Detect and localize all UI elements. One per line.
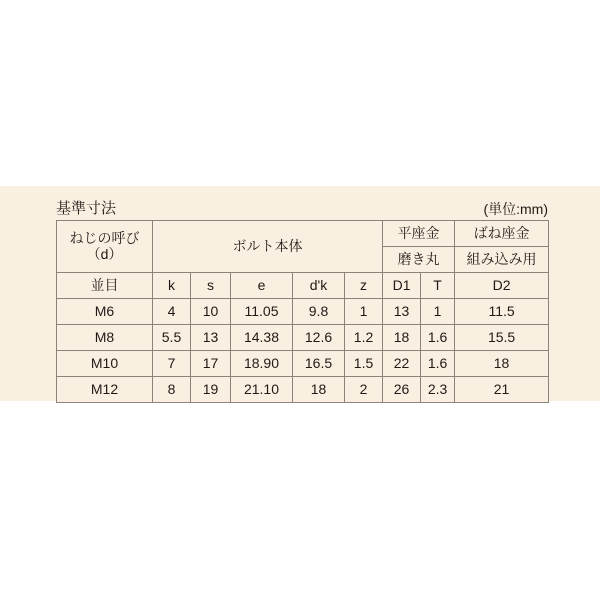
spec-sheet [56,190,548,403]
header-thread-designation-line1: ねじの呼び [69,230,140,247]
cell-z: 1 [345,299,383,325]
cell-e: 21.10 [231,377,293,403]
cell-dk: 16.5 [293,351,345,377]
cell-size: M8 [57,325,153,351]
header-k: k [153,273,191,299]
dimension-table [56,220,549,403]
cell-k: 8 [153,377,191,403]
cell-t: 1.6 [421,325,455,351]
table-row [57,377,549,403]
header-pitch: 並目 [57,273,153,299]
header-thread-designation-line2: （d） [86,245,123,262]
cell-t: 1.6 [421,351,455,377]
cell-e: 18.90 [231,351,293,377]
cell-d2: 11.5 [455,299,549,325]
cell-d2: 21 [455,377,549,403]
header-thread-designation [57,221,153,273]
table-row [57,299,549,325]
cell-k: 5.5 [153,325,191,351]
header-spring-washer: ばね座金 [455,221,549,247]
table-caption: 基準寸法 [56,200,117,217]
cell-size: M10 [57,351,153,377]
table-row [57,351,549,377]
caption-row [56,190,548,216]
cell-s: 17 [191,351,231,377]
unit-note: (単位:mm) [483,201,548,217]
cell-k: 7 [153,351,191,377]
table-header-row-sub2 [57,273,549,299]
cell-z: 1.2 [345,325,383,351]
header-plain-washer: 平座金 [383,221,455,247]
cell-size: M12 [57,377,153,403]
header-d2: D2 [455,273,549,299]
header-z: z [345,273,383,299]
cell-d1: 18 [383,325,421,351]
header-spring-washer-sub: 組み込み用 [455,247,549,273]
cell-s: 13 [191,325,231,351]
table-header-row-group [57,221,549,247]
cell-k: 4 [153,299,191,325]
cell-dk: 12.6 [293,325,345,351]
header-plain-washer-sub: 磨き丸 [383,247,455,273]
cell-d1: 26 [383,377,421,403]
cell-d1: 22 [383,351,421,377]
cell-s: 10 [191,299,231,325]
table-row [57,325,549,351]
cell-d2: 15.5 [455,325,549,351]
cell-s: 19 [191,377,231,403]
header-bolt-body: ボルト本体 [153,221,383,273]
cell-d1: 13 [383,299,421,325]
cell-t: 2.3 [421,377,455,403]
cell-d2: 18 [455,351,549,377]
cell-z: 1.5 [345,351,383,377]
cell-dk: 18 [293,377,345,403]
cell-e: 11.05 [231,299,293,325]
cell-t: 1 [421,299,455,325]
header-dk: d'k [293,273,345,299]
header-d1: D1 [383,273,421,299]
cell-size: M6 [57,299,153,325]
cell-e: 14.38 [231,325,293,351]
header-e: e [231,273,293,299]
header-t: T [421,273,455,299]
header-s: s [191,273,231,299]
cell-dk: 9.8 [293,299,345,325]
cell-z: 2 [345,377,383,403]
